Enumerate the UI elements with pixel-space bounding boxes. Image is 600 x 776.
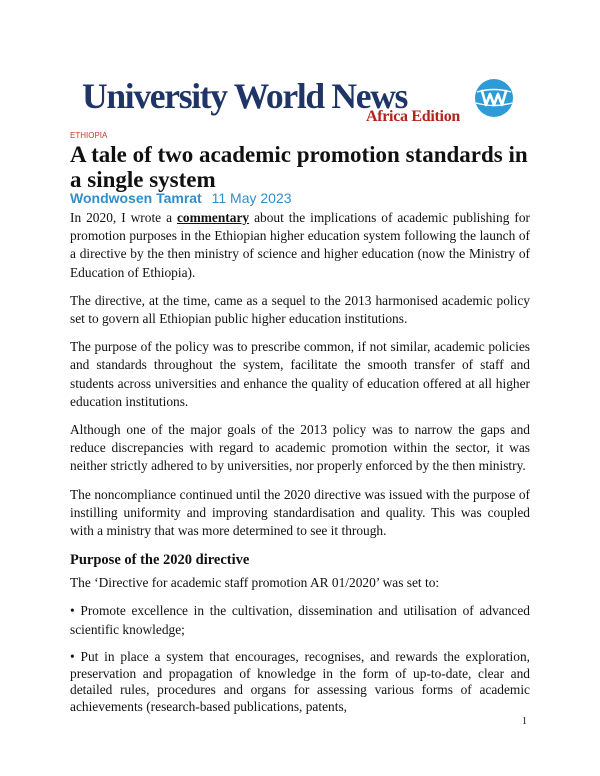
publish-date: 11 May 2023 (211, 190, 292, 206)
uwn-globe-logo-icon (474, 78, 514, 118)
article-body (70, 209, 530, 726)
section-tag[interactable]: ETHIOPIA (70, 131, 108, 140)
paragraph-3: The purpose of the policy was to prescribe common, if not similar, academic policies and standards throughout the system, facilitate the smooth transfer of staff and students across universities and enhance the quality of education offered at all higher education institutions. (70, 339, 530, 409)
masthead[interactable] (82, 78, 522, 130)
paragraph-1-end: about the implications of academic publishing for promotion purposes in the Ethiopian higher education system following the launch of a directive by the then ministry of science and higher education (now the Ministry of Education of Ethiopia). (70, 210, 530, 280)
author-name[interactable]: Wondwosen Tamrat (70, 190, 202, 206)
paragraph-4: Although one of the major goals of the 2013 policy was to narrow the gaps and reduce discrepancies with regard to academic promotion within the sector, it was neither strictly adhered to by universities, nor properly enforced by the then ministry. (70, 422, 530, 474)
masthead-title: University World News (82, 76, 408, 116)
bullet-item-2: • Put in place a system that encourages, recognises, and rewards the exploration, preservation and propagation of knowledge in the form of up-to-date, clear and detailed rules, procedures and organs for assessing various forms of academic achievements (research-based publications, patents, (70, 648, 530, 715)
masthead-edition: Africa Edition (365, 108, 460, 125)
paragraph-5: The noncompliance continued until the 2020 directive was issued with the purpose of instilling uniformity and improving standardisation and quality. This was coupled with a ministry that was more determined to see it through. (70, 486, 530, 539)
logo-circle (475, 79, 513, 117)
commentary-link[interactable]: commentary (176, 210, 250, 225)
paragraph-1-start: In 2020, I wrote a (70, 210, 177, 225)
section-subheading: Purpose of the 2020 directive (70, 552, 250, 569)
paragraph-6: The ‘Directive for academic staff promotion AR 01/2020’ was set to: (70, 575, 440, 591)
byline (70, 190, 292, 206)
page-number: 1 (522, 716, 527, 727)
paragraph-2: The directive, at the time, came as a sequel to the 2013 harmonised academic policy set to govern all Ethiopian public higher education institutions. (70, 292, 530, 327)
article-headline: A tale of two academic promotion standards in a single system (70, 142, 528, 192)
paragraph-1 (70, 209, 530, 282)
bullet-item-1: • Promote excellence in the cultivation, dissemination and utilisation of advanced scientific knowledge; (70, 603, 530, 637)
